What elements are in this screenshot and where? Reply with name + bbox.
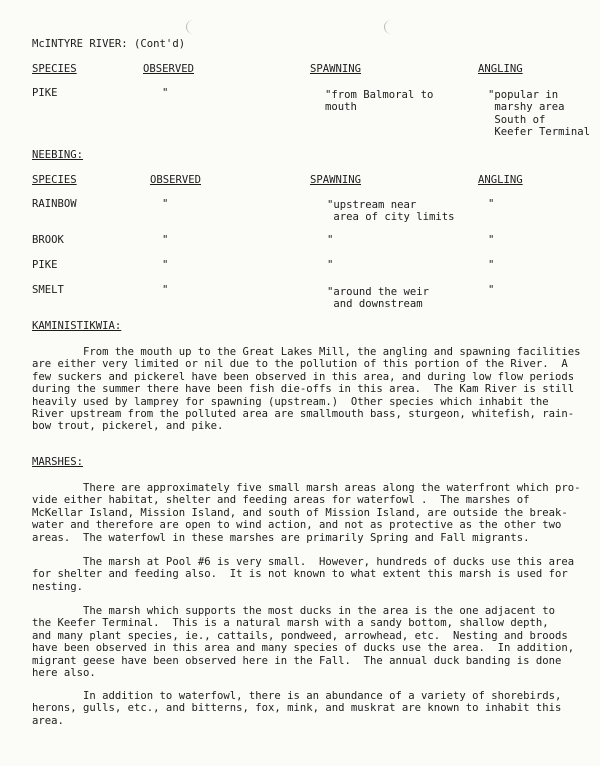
- observed-cell: ": [162, 284, 169, 296]
- col-observed: OBSERVED: [143, 63, 195, 75]
- punch-hole: [384, 20, 399, 34]
- col-angling: ANGLING: [478, 174, 523, 186]
- species-cell: PIKE: [32, 87, 58, 99]
- observed-cell: ": [162, 198, 169, 210]
- observed-cell: ": [162, 234, 169, 246]
- col-observed: OBSERVED: [150, 174, 202, 186]
- observed-cell: ": [162, 87, 169, 99]
- col-spawning: SPAWNING: [310, 174, 362, 186]
- page-header: McINTYRE RIVER: (Cont'd): [32, 38, 186, 50]
- neebing-heading: NEEBING:: [32, 149, 84, 161]
- observed-cell: ": [162, 259, 169, 271]
- spawning-cell: "from Balmoral to mouth: [325, 89, 434, 114]
- spawning-cell: "upstream near area of city limits: [327, 199, 455, 224]
- spawning-cell: ": [327, 259, 334, 271]
- angling-cell: ": [488, 198, 495, 210]
- kaministikwia-paragraph: From the mouth up to the Great Lakes Mill, the angling and spawning facilities are either very limited or nil due to the pollution of this portion of the River. A few suckers and pickerel have been observed in this area, and during low flow periods during the summer there have been fish die-offs in this area. The Kam River is still heavily used by lamprey for spawning (upstream.) Other species which inhabit the River upstream from the polluted area are smallmouth bass, sturgeon, whitefish, rain- bow trout, pickerel, and pike.: [32, 346, 581, 433]
- species-cell: BROOK: [32, 234, 64, 246]
- angling-cell: ": [488, 284, 495, 296]
- species-cell: SMELT: [32, 284, 64, 296]
- angling-cell: "popular in marshy area South of Keefer Terminal: [488, 89, 591, 139]
- marshes-paragraph: There are approximately five small marsh areas along the waterfront which pro- vide either habitat, shelter and feeding areas for waterfowl . The marshes of McKellar Island, Mission Island, and south of Mission Island, are outside the break- water and therefore are open to wind action, and not as protective as the other two areas. The waterfowl in these marshes are primarily Spring and Fall migrants.: [32, 482, 581, 544]
- angling-cell: ": [488, 234, 495, 246]
- spawning-cell: "around the weir and downstream: [327, 286, 430, 311]
- angling-cell: ": [488, 259, 495, 271]
- kaministikwia-heading: KAMINISTIKWIA:: [32, 320, 122, 332]
- species-cell: RAINBOW: [32, 198, 77, 210]
- spawning-cell: ": [327, 234, 334, 246]
- species-cell: PIKE: [32, 259, 58, 271]
- col-species: SPECIES: [32, 174, 77, 186]
- col-angling: ANGLING: [478, 63, 523, 75]
- col-species: SPECIES: [32, 63, 77, 75]
- marshes-paragraph: The marsh at Pool #6 is very small. However, hundreds of ducks use this area for shelter and feeding also. It is not known to what extent this marsh is used for nesting.: [32, 556, 575, 593]
- marshes-paragraph: The marsh which supports the most ducks in the area is the one adjacent to the Keefer Terminal. This is a natural marsh with a sandy bottom, shallow depth, and many plant species, ie., cattails, pondweed, arrowhead, etc. Nesting and broods have been observed in this area and many species of ducks use the area. In addition, migrant geese have been observed here in the Fall. The annual duck banding is done here also.: [32, 605, 575, 680]
- col-spawning: SPAWNING: [310, 63, 362, 75]
- marshes-paragraph: In addition to waterfowl, there is an abundance of a variety of shorebirds, herons, gulls, etc., and bitterns, fox, mink, and muskrat are known to inhabit this area.: [32, 690, 562, 727]
- punch-hole: [186, 20, 201, 34]
- marshes-heading: MARSHES:: [32, 456, 84, 468]
